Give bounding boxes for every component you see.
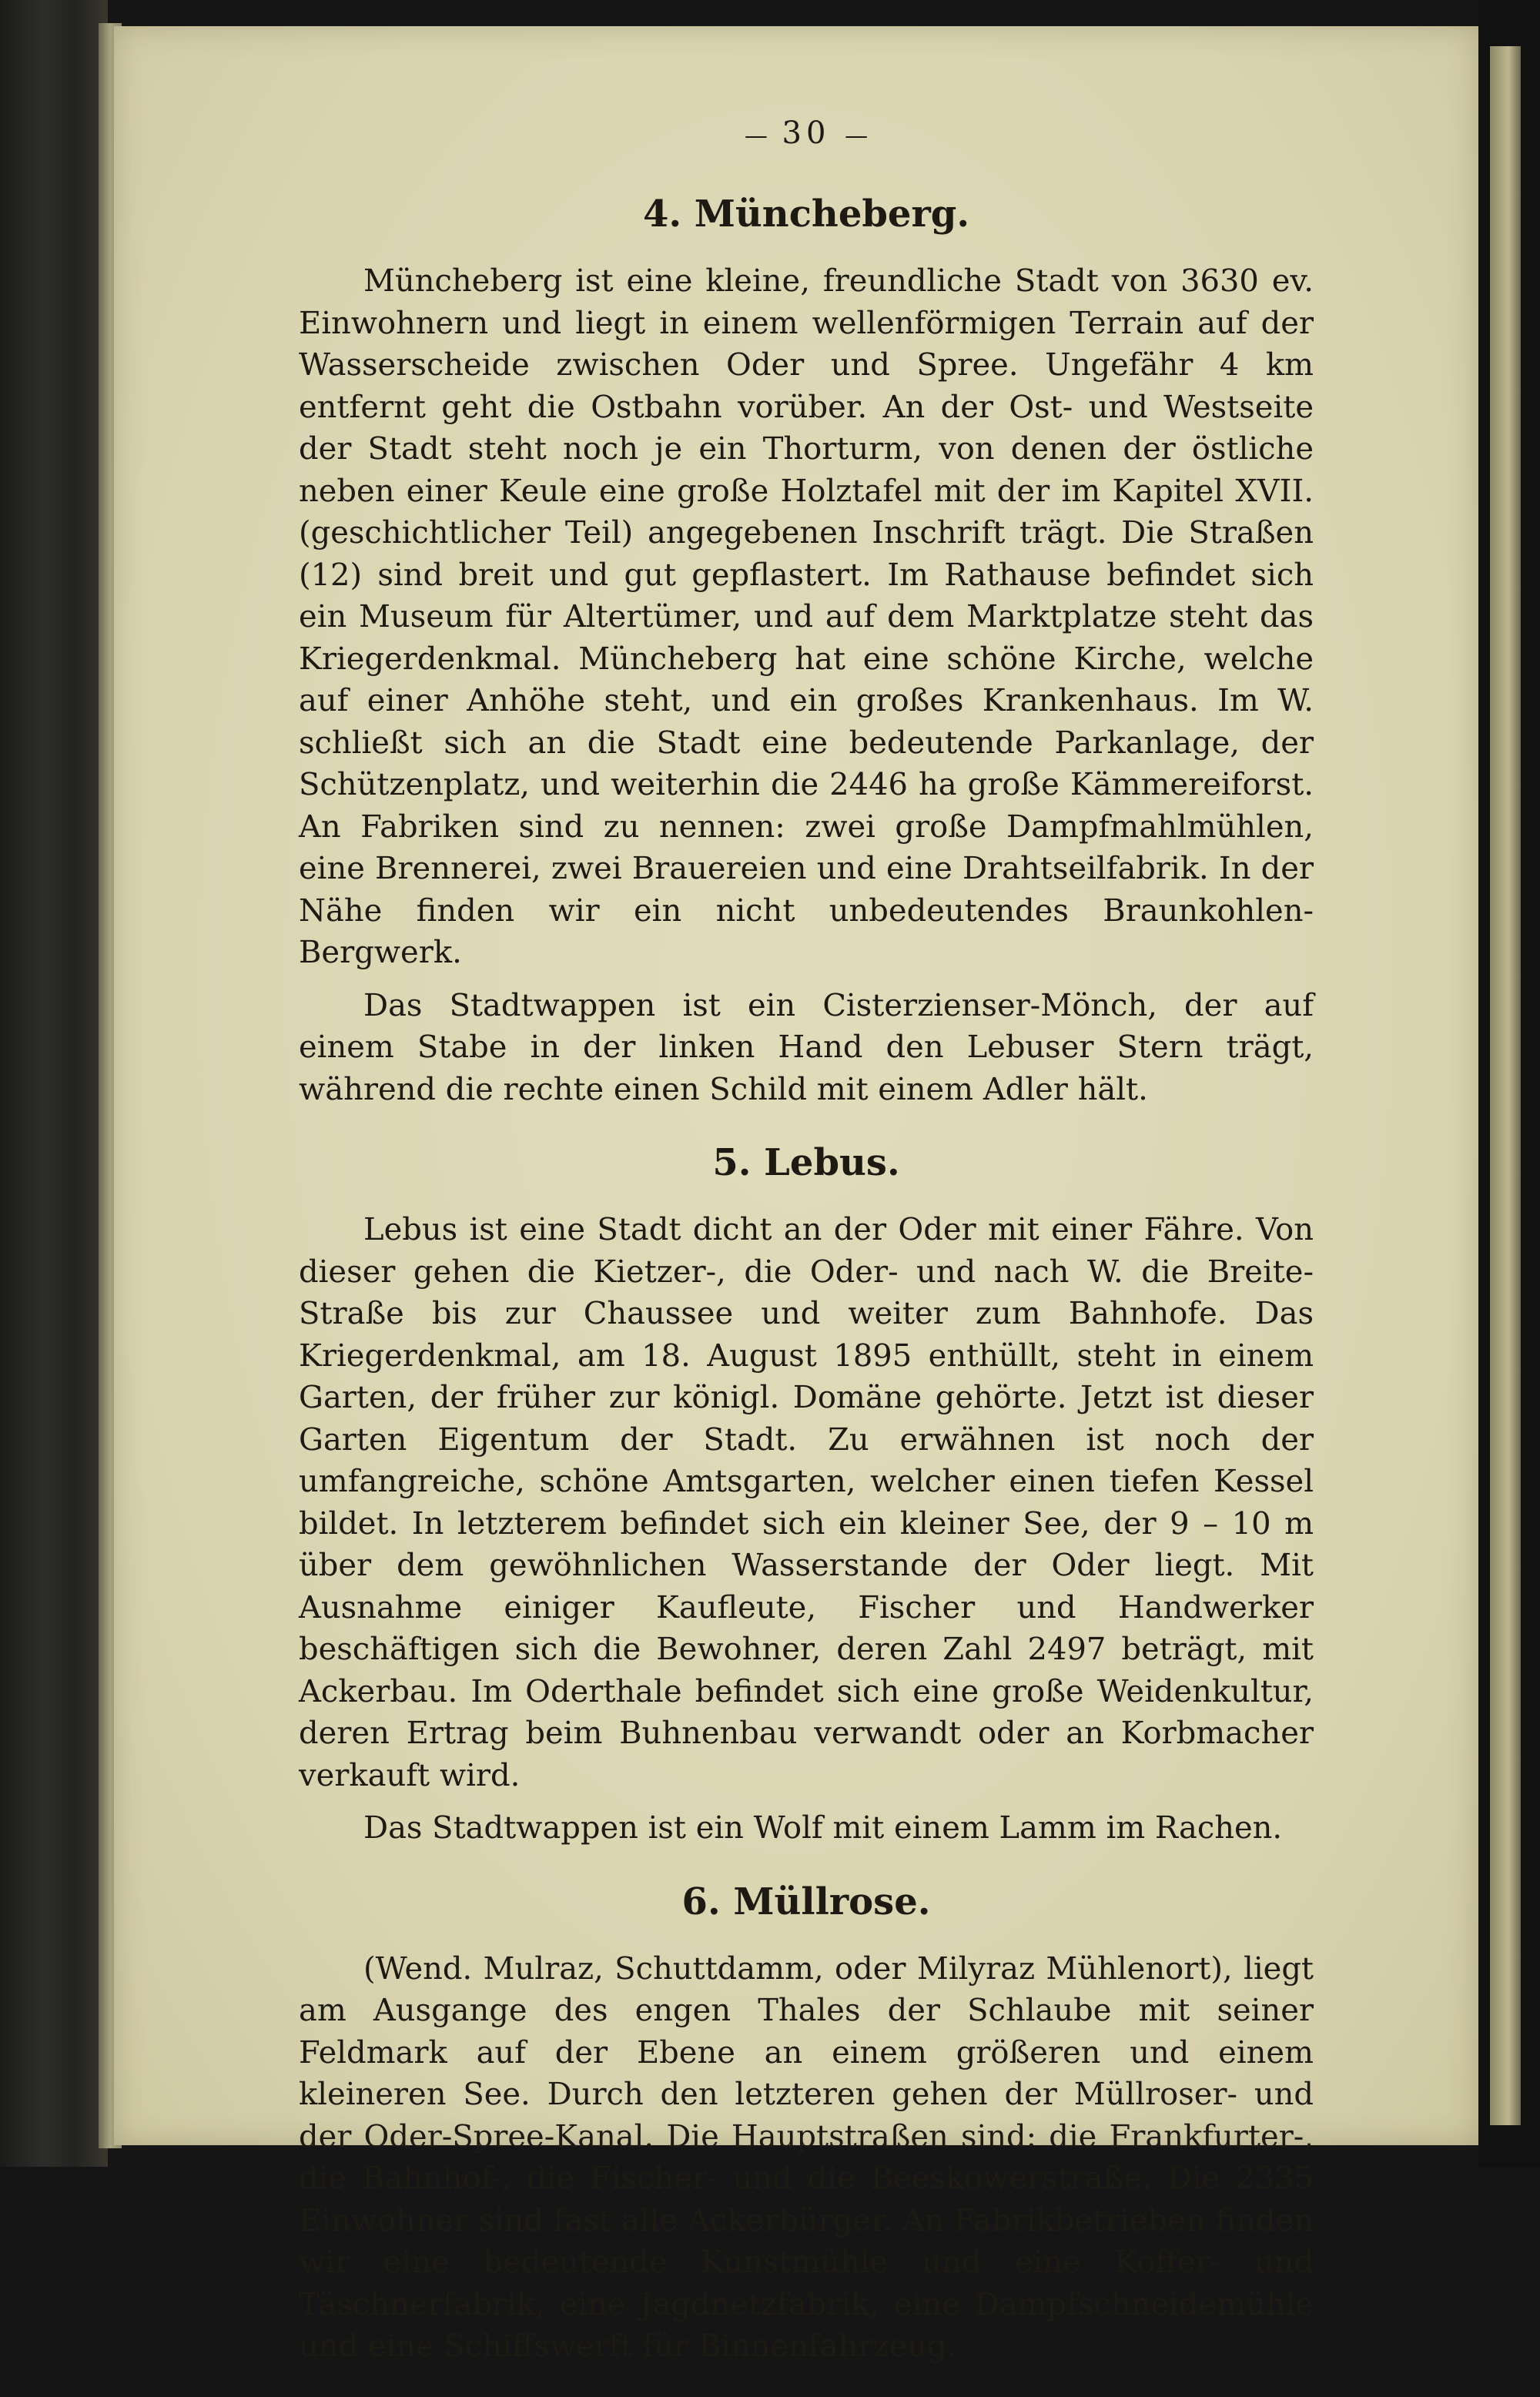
paragraph: Müncheberg ist eine kleine, freundliche Stadt von 3630 ev. Einwohnern und liegt in einem wellenförmigen Terrain auf der Wasserscheide zwischen Oder und Spree. Ungefähr 4 km entfernt geht die Ostbahn vorüber. An der Ost- und Westseite der Stadt steht noch je ein Thorturm, von denen der östliche neben einer Keule eine große Holztafel mit der im Kapitel XVII. (geschichtlicher Teil) angegebenen Inschrift trägt. Die Straßen (12) sind breit und gut gepflastert. Im Rathause befindet sich ein Museum für Altertümer, und auf dem Marktplatze steht das Kriegerdenkmal. Müncheberg hat eine schöne Kirche, welche auf einer Anhöhe steht, und ein großes Krankenhaus. Im W. schließt sich an die Stadt eine bedeutende Parkanlage, der Schützenplatz, und weiterhin die 2446 ha große Kämmereiforst. An Fabriken sind zu nennen: zwei große Dampfmahlmühlen, eine Brennerei, zwei Brauereien und eine Drahtseilfabrik. In der Nähe finden wir ein nicht unbedeutendes Braunkohlen-Bergwerk. bbox=[299, 263, 1314, 970]
book-binding bbox=[0, 0, 108, 2167]
section-muencheberg bbox=[299, 191, 1314, 1110]
page-number-dash-left: — bbox=[744, 122, 768, 149]
page-number: 30 bbox=[782, 115, 831, 151]
section-title: 5. Lebus. bbox=[712, 1141, 900, 1184]
paragraph: (Wend. Mulraz, Schuttdamm, oder Milyraz Mühlenort), liegt am Ausgange des engen Thales der Schlaube mit seiner Feldmark auf der Ebene an einem größeren und einem kleineren See. Durch den letzteren gehen der Müllroser- und der Oder-Spree-Kanal. Die Hauptstraßen sind: die Frankfurter-, die Bahnhof-, die Fischer- und die Beeskowerstraße. Die 2335 Einwohner sind fast alle Ackerbürger. An Fabrikbetrieben finden wir eine bedeutende Kunstmühle und eine Koffer- und Täschnerfabrik, eine Jagdnetzfabrik, eine Dampfschneidemühle und eine Schiffswerft für Binnenfahrzeug. bbox=[299, 1950, 1314, 2364]
section-title: 4. Müncheberg. bbox=[642, 192, 970, 236]
section-muellrose bbox=[299, 1879, 1314, 2368]
paragraph: Das Stadtwappen ist ein Cisterzienser-Mönch, der auf einem Stabe in der linken Hand den Lebuser Stern trägt, während die rechte einen Schild mit einem Adler hält. bbox=[299, 987, 1314, 1107]
page-number-dash-right: — bbox=[845, 122, 869, 149]
section-title: 6. Müllrose. bbox=[681, 1880, 931, 1923]
next-page-edge bbox=[1490, 46, 1521, 2125]
page-number-line bbox=[299, 115, 1314, 154]
paragraph: Lebus ist eine Stadt dicht an der Oder mit einer Fähre. Von dieser gehen die Kietzer-, die Oder- und nach W. die Breite-Straße bis zur Chaussee und weiter zum Bahnhofe. Das Kriegerdenkmal, am 18. August 1895 enthüllt, steht in einem Garten, der früher zur königl. Domäne gehörte. Jetzt ist dieser Garten Eigentum der Stadt. Zu erwähnen ist noch der umfangreiche, schöne Amtsgarten, welcher einen tiefen Kessel bildet. In letzterem befindet sich ein kleiner See, der 9 – 10 m über dem gewöhnlichen Wasserstande der Oder liegt. Mit Ausnahme einiger Kaufleute, Fischer und Handwerker beschäftigen sich die Bewohner, deren Zahl 2497 beträgt, mit Ackerbau. Im Oderthale befindet sich eine große Weidenkultur, deren Ertrag beim Buhnenbau verwandt oder an Korbmacher verkauft wird. bbox=[299, 1212, 1314, 1793]
section-lebus bbox=[299, 1140, 1314, 1850]
paragraph: Das Stadtwappen ist ein Wolf mit einem Lamm im Rachen. bbox=[363, 1810, 1283, 1846]
page-content bbox=[299, 115, 1314, 2397]
